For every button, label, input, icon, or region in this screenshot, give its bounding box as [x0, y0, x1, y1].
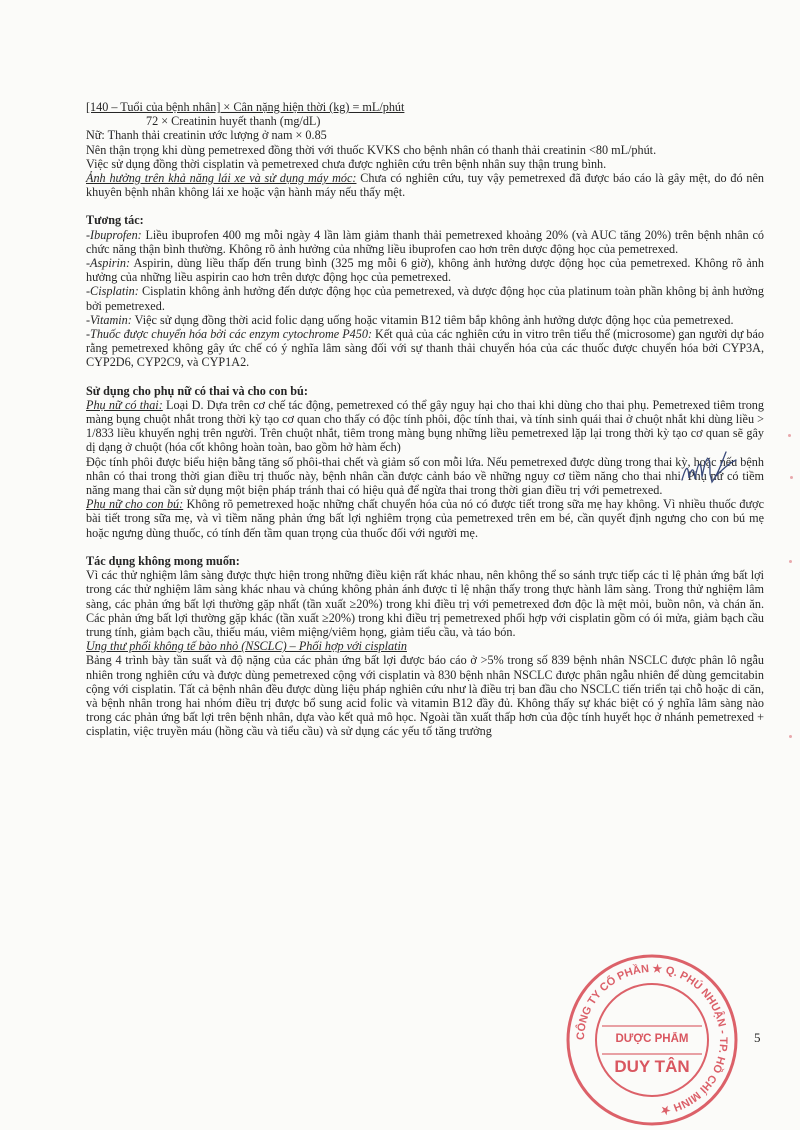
- formula-numerator: [140 – Tuổi của bệnh nhân] × Cân nặng hiện thời (kg) = mL/phút: [86, 100, 405, 114]
- pregnancy-title: Sử dụng cho phụ nữ có thai và cho con bú:: [86, 383, 308, 398]
- driving-label: Ảnh hưởng trên khả năng lái xe và sử dụng máy móc:: [86, 171, 357, 186]
- seal-line-2: DUY TÂN: [614, 1057, 690, 1076]
- adverse-paragraph-1: Vì các thử nghiệm lâm sàng được thực hiện trong những điều kiện rất khác nhau, nên không thể so sánh trực tiếp các tỉ lệ phản ứng bất lợi trong các thử nghiệm lâm sàng khác nhau và chúng không phản ánh được tỉ lệ nhận thấy trong thực hành lâm sàng. Trong thử nghiệm lâm sàng, các phản ứng bất lợi thường gặp nhất (tần xuất ≥20%) trong khi điều trị với pemetrexed đơn độc là mệt mỏi, buồn nôn, và chán ăn. Các phản ứng bất lợi thường gặp khác (tần xuất ≥20%) trong khi điều trị pemetrexed phối hợp với cisplatin gồm có ói mửa, giảm bạch cầu trung tính, giảm bạch cầu, thiếu máu, viêm miệng/viêm họng, giảm tiểu cầu, và táo bón.: [86, 568, 764, 639]
- pregnancy-paragraph-2: Độc tính phôi được biểu hiện bằng tăng số phôi-thai chết và giảm số con mỗi lứa. Nếu pemetrexed được dùng trong thai kỳ, hoặc nếu bệnh nhân có thai trong thời gian điều trị thuốc này, bệnh nhân cần được cảnh báo về những nguy cơ tiềm năng cho thai nhi. Phụ nữ có tiềm năng mang thai cần sử dụng một biện pháp tránh thai có hiệu quả để ngừa thai trong thời gian điều trị với pemetrexed.: [86, 454, 764, 498]
- breastfeeding-paragraph: Phụ nữ cho con bú: Không rõ pemetrexed hoặc những chất chuyển hóa của nó có được tiết trong sữa mẹ hay không. Vì nhiều thuốc được bài tiết trong sữa mẹ, và vì tiềm năng phản ứng bất lợi nghiêm trọng của pemetrexed trên em bé, cần quyết định ngưng cho con bú mẹ hoặc ngưng dùng thuốc, có tính đến tầm quan trọng của thuốc đối với người mẹ.: [86, 497, 764, 540]
- adverse-title: Tác dụng không mong muốn:: [86, 553, 240, 568]
- driving-text: Chưa có nghiên cứu, tuy vậy pemetrexed đã được báo cáo là gây mệt, do đó nên khuyên bệnh nhân không lái xe hoặc vận hành máy nếu thấy mệt.: [86, 171, 764, 200]
- margin-mark: [790, 476, 793, 479]
- renal-paragraph-1: Nên thận trọng khi dùng pemetrexed đồng thời với thuốc KVKS cho bệnh nhân có thanh thải creatinin <80 mL/phút.: [86, 142, 657, 157]
- female-note: Nữ: Thanh thải creatinin ước lượng ở nam × 0.85: [86, 128, 327, 143]
- interaction-aspirin: -Aspirin: Aspirin, dùng liều thấp đến trung bình (325 mg mỗi 6 giờ), không ảnh hưởng dược động học của pemetrexed. Không rõ ảnh hưởng của những liều aspirin cao hơn trên dược động học của pemetrexed.: [86, 256, 764, 285]
- interaction-cisplatin: -Cisplatin: Cisplatin không ảnh hưởng đến dược động học của pemetrexed, và dược động học của platinum toàn phần không bị ảnh hưởng bởi pemetrexed.: [86, 284, 764, 313]
- document-body: [86, 100, 764, 739]
- seal-ring-text: CÔNG TY CỔ PHẦN ★ Q. PHÚ NHUẬN - TP. HỒ CHÍ MINH ★: [574, 962, 730, 1117]
- breastfeeding-label: Phụ nữ cho con bú:: [86, 497, 184, 512]
- pregnant-label: Phụ nữ có thai:: [86, 397, 163, 412]
- margin-mark: [789, 560, 792, 563]
- pregnancy-paragraph-1: Phụ nữ có thai: Loại D. Dựa trên cơ chế tác động, pemetrexed có thể gây nguy hại cho thai khi dùng cho thai phụ. Pemetrexed tiêm trong màng bụng chuột nhắt trong thời kỳ tạo cơ quan cho thấy có độc tính phôi, độc tính thai, và tính sinh quái thai ở chuột nhắt khi dùng liều > 1/833 liều khuyến nghị trên người. Trên chuột nhắt, tiêm trong màng bụng những liều pemetrexed lặp lại trong thời kỳ tạo cơ quan sẽ gây dị dạng ở chuột (hóa cốt không hoàn toàn, bao gồm hở hàm ếch): [86, 397, 764, 455]
- page-number: 5: [754, 1030, 761, 1045]
- signature-mark: [676, 444, 766, 494]
- interaction-cyp450: -Thuốc được chuyển hóa bởi các enzym cytochrome P450: Kết quả của các nghiên cứu in vitro trên tiểu thể (microsome) gan người dự báo rằng pemetrexed không gây ức chế có ý nghĩa lâm sàng đối với sự thanh thải chuyển hóa của các thuốc được chuyển hóa bởi CYP3A, CYP2D6, CYP2C9, và CYP1A2.: [86, 327, 764, 370]
- renal-paragraph-2: Việc sử dụng đồng thời cisplatin và pemetrexed chưa được nghiên cứu trên bệnh nhân suy thận trung bình.: [86, 156, 607, 171]
- interaction-vitamin: -Vitamin: Việc sử dụng đồng thời acid folic dạng uống hoặc vitamin B12 tiêm bắp không ảnh hưởng dược động học của pemetrexed.: [86, 312, 734, 327]
- company-seal: [562, 950, 742, 1130]
- formula-denominator: 72 × Creatinin huyết thanh (mg/dL): [146, 114, 321, 129]
- margin-mark: [788, 434, 791, 437]
- seal-line-1: DƯỢC PHẨM: [615, 1033, 689, 1045]
- margin-mark: [789, 735, 792, 738]
- interaction-ibuprofen: -Ibuprofen: Liều ibuprofen 400 mg mỗi ngày 4 lần làm giảm thanh thải pemetrexed khoảng 20% (và AUC tăng 20%) trên bệnh nhân có chức năng thận bình thường. Không rõ ảnh hưởng của những liều ibuprofen cao hơn trên dược động học của pemetrexed.: [86, 227, 764, 256]
- nsclc-heading: Ung thư phổi không tế bào nhỏ (NSCLC) – Phối hợp với cisplatin: [86, 639, 407, 654]
- adverse-paragraph-2: Bảng 4 trình bày tần suất và độ nặng của các phản ứng bất lợi được báo cáo ở >5% trong số 839 bệnh nhân NSCLC được phân lô ngẫu nhiên trong nghiên cứu và được dùng pemetrexed cộng với cisplatin và 830 bệnh nhân NSCLC được phân ngẫu nhiên để dùng gemcitabin cộng với cisplatin. Tất cả bệnh nhân đều được dùng liệu pháp nghiên cứu như là điều trị ban đầu cho NSCLC tiến triển tại chỗ hoặc di căn, và bệnh nhân trong hai nhóm điều trị được bổ sung acid folic và vitamin B12 đầy đủ. Không thấy sự khác biệt có ý nghĩa lâm sàng nào trong các phản ứng bất lợi trên bệnh nhân, dựa vào kết quả mô học. Ngoài tần xuất thấp hơn của độc tính huyết học ở nhánh pemetrexed + cisplatin, việc truyền máu (hồng cầu và tiểu cầu) và sử dụng các yếu tố tăng trưởng: [86, 653, 764, 739]
- interactions-title: Tương tác:: [86, 213, 144, 228]
- driving-paragraph: [86, 171, 764, 199]
